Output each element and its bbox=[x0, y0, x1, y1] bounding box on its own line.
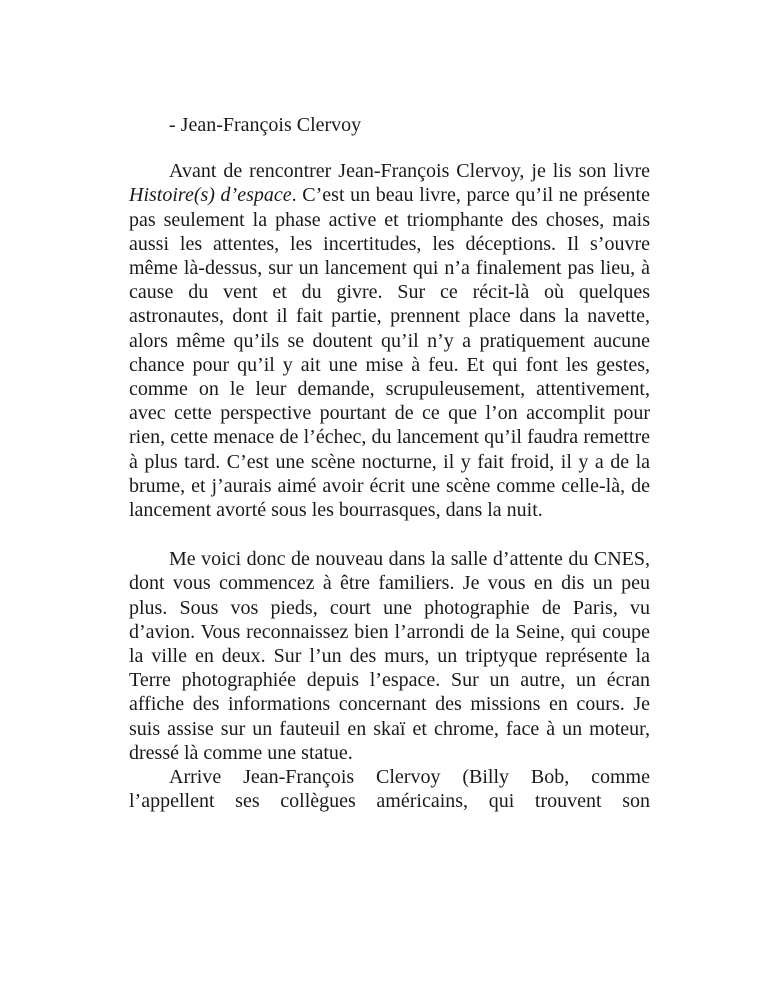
paragraph-1-start: Avant de rencontrer Jean-François Clervoy, je lis son livre bbox=[169, 160, 650, 183]
paragraph-3: Arrive Jean-François Clervoy (Billy Bob, comme l’appellent ses collègues américains, qui trouvent son bbox=[129, 766, 650, 813]
paragraph-1-rest: . C’est un beau livre, parce qu’il ne présente pas seulement la phase active et triomphante des choses, mais aussi les attentes, les incertitudes, les déceptions. Il s’ouvre même là-dessus, sur un lancement qui n’a finalement pas lieu, à cause du vent et du givre. Sur ce récit-là où quelques astronautes, dont il fait partie, prennent place dans la navette, alors même qu’ils se doutent qu’il n’y a pratiquement aucune chance pour qu’il y ait une mise à feu. Et qui font les gestes, comme on le leur demande, scrupuleusement, attentivement, avec cette perspective pourtant de ce que l’on accomplit pour rien, cette menace de l’échec, du lancement qu’il faudra remettre à plus tard. C’est une scène nocturne, il y fait froid, il y a de la brume, et j’aurais aimé avoir écrit une scène comme celle-là, de lancement avorté sous les bourrasques, dans la nuit. bbox=[129, 184, 650, 522]
paragraph-2: Me voici donc de nouveau dans la salle d’attente du CNES, dont vous commencez à être familiers. Je vous en dis un peu plus. Sous vos pieds, court une photographie de Paris, vu d’avion. Vous reconnaissez bien l’arrondi de la Seine, qui coupe la ville en deux. Sur l’un des murs, un triptyque représente la Terre photographiée depuis l’espace. Sur un autre, un écran affiche des informations concernant des missions en cours. Je suis assise sur un fauteuil en skaï et chrome, face à un moteur, dressé là comme une statue. bbox=[129, 548, 650, 764]
book-title: Histoire(s) d’espace bbox=[129, 184, 292, 207]
spacer bbox=[129, 137, 650, 159]
spacer bbox=[129, 522, 650, 547]
section-title: - Jean-François Clervoy bbox=[169, 114, 362, 136]
paragraph-1 bbox=[129, 159, 650, 522]
document-page bbox=[129, 113, 650, 813]
